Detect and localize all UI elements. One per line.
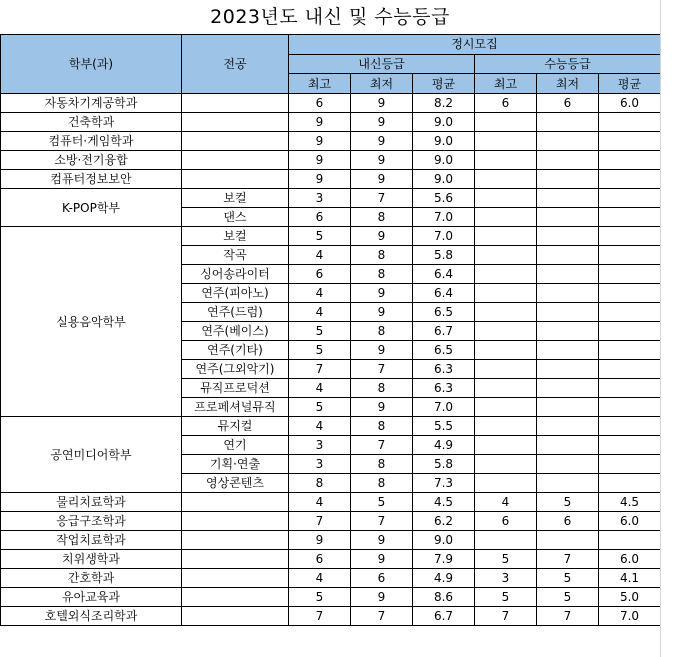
grade-cell-s-avg[interactable] (599, 360, 661, 379)
major-cell[interactable] (182, 588, 289, 607)
grade-cell-s-max[interactable] (475, 246, 537, 265)
grade-cell-n-avg[interactable]: 9.0 (413, 151, 475, 170)
dept-cell[interactable]: 소방·전기융합 (1, 151, 182, 170)
dept-cell[interactable]: 호텔외식조리학과 (1, 607, 182, 626)
major-cell[interactable] (182, 550, 289, 569)
grade-cell-n-min[interactable]: 8 (351, 417, 413, 436)
grade-cell-s-min[interactable] (537, 474, 599, 493)
header-naesin-max[interactable]: 최고 (289, 74, 351, 94)
grade-cell-s-avg[interactable] (599, 379, 661, 398)
grade-cell-s-avg[interactable] (599, 417, 661, 436)
grade-cell-n-min[interactable]: 9 (351, 227, 413, 246)
major-cell[interactable]: 연주(드럼) (182, 303, 289, 322)
table-row (1, 94, 661, 113)
grade-cell-s-avg[interactable] (599, 265, 661, 284)
header-dept[interactable]: 학부(과) (1, 35, 182, 94)
grade-cell-n-avg[interactable]: 5.6 (413, 189, 475, 208)
grade-cell-n-min[interactable]: 7 (351, 189, 413, 208)
grade-cell-n-avg[interactable]: 6.3 (413, 360, 475, 379)
grade-cell-s-max[interactable] (475, 398, 537, 417)
grade-cell-n-min[interactable]: 8 (351, 208, 413, 227)
grade-cell-n-min[interactable]: 9 (351, 132, 413, 151)
grade-cell-s-max[interactable]: 7 (475, 607, 537, 626)
major-cell[interactable]: 보컬 (182, 227, 289, 246)
grade-cell-n-avg[interactable]: 5.8 (413, 246, 475, 265)
grade-cell-n-avg[interactable]: 7.0 (413, 208, 475, 227)
grade-cell-n-avg[interactable]: 4.9 (413, 436, 475, 455)
major-cell[interactable]: 영상콘텐츠 (182, 474, 289, 493)
grade-cell-n-max[interactable]: 5 (289, 227, 351, 246)
grade-cell-s-min[interactable]: 7 (537, 607, 599, 626)
grade-cell-s-min[interactable] (537, 132, 599, 151)
dept-cell[interactable]: 실용음악학부 (1, 227, 182, 417)
grade-cell-n-min[interactable]: 9 (351, 550, 413, 569)
grade-cell-s-max[interactable] (475, 379, 537, 398)
header-suneung[interactable]: 수능등급 (475, 54, 661, 74)
major-cell[interactable]: 연주(베이스) (182, 322, 289, 341)
table-row (1, 113, 661, 132)
grade-cell-n-avg[interactable]: 9.0 (413, 132, 475, 151)
dept-cell[interactable]: 건축학과 (1, 113, 182, 132)
major-cell[interactable] (182, 94, 289, 113)
grade-cell-n-min[interactable]: 9 (351, 151, 413, 170)
grade-cell-n-avg[interactable]: 5.5 (413, 417, 475, 436)
table-row (1, 170, 661, 189)
table-row (1, 550, 661, 569)
grade-cell-s-max[interactable] (475, 436, 537, 455)
major-cell[interactable]: 기획·연출 (182, 455, 289, 474)
table-row (1, 512, 661, 531)
major-cell[interactable] (182, 512, 289, 531)
grade-cell-n-max[interactable]: 6 (289, 94, 351, 113)
grade-cell-s-min[interactable] (537, 341, 599, 360)
grade-cell-n-max[interactable]: 4 (289, 379, 351, 398)
grade-cell-s-min[interactable] (537, 208, 599, 227)
empty-column[interactable] (660, 34, 673, 657)
grade-cell-n-max[interactable]: 6 (289, 208, 351, 227)
grade-cell-s-min[interactable] (537, 417, 599, 436)
major-cell[interactable]: 싱어송라이터 (182, 265, 289, 284)
grade-cell-s-max[interactable] (475, 132, 537, 151)
grade-cell-n-min[interactable]: 9 (351, 588, 413, 607)
grade-cell-n-avg[interactable]: 7.3 (413, 474, 475, 493)
grade-cell-s-max[interactable] (475, 170, 537, 189)
grade-cell-s-max[interactable]: 4 (475, 493, 537, 512)
sheet-title[interactable]: 2023년도 내신 및 수능등급 (210, 6, 450, 28)
grade-cell-s-min[interactable] (537, 284, 599, 303)
grade-cell-s-avg[interactable] (599, 227, 661, 246)
grade-cell-s-max[interactable] (475, 322, 537, 341)
major-cell[interactable]: 댄스 (182, 208, 289, 227)
grade-cell-n-min[interactable]: 9 (351, 398, 413, 417)
grade-cell-n-avg[interactable]: 8.6 (413, 588, 475, 607)
major-cell[interactable]: 작곡 (182, 246, 289, 265)
grade-cell-n-max[interactable]: 4 (289, 569, 351, 588)
grade-cell-s-avg[interactable] (599, 189, 661, 208)
major-cell[interactable] (182, 151, 289, 170)
grade-cell-n-min[interactable]: 7 (351, 607, 413, 626)
grade-cell-s-max[interactable] (475, 417, 537, 436)
grade-cell-s-max[interactable] (475, 208, 537, 227)
grade-cell-s-avg[interactable] (599, 398, 661, 417)
grade-cell-s-max[interactable]: 3 (475, 569, 537, 588)
grade-cell-n-avg[interactable]: 4.9 (413, 569, 475, 588)
major-cell[interactable]: 연주(그외악기) (182, 360, 289, 379)
grade-cell-s-min[interactable] (537, 189, 599, 208)
dept-cell[interactable]: 컴퓨터정보보안 (1, 170, 182, 189)
grade-cell-s-min[interactable] (537, 436, 599, 455)
grade-cell-s-max[interactable] (475, 113, 537, 132)
grade-cell-n-max[interactable]: 4 (289, 417, 351, 436)
grade-cell-s-avg[interactable] (599, 322, 661, 341)
major-cell[interactable] (182, 531, 289, 550)
grade-cell-n-avg[interactable]: 6.3 (413, 379, 475, 398)
grade-cell-s-min[interactable] (537, 455, 599, 474)
major-cell[interactable] (182, 113, 289, 132)
grade-cell-s-avg[interactable] (599, 436, 661, 455)
grade-cell-s-min[interactable]: 6 (537, 94, 599, 113)
grade-cell-n-avg[interactable]: 6.7 (413, 322, 475, 341)
grade-cell-s-avg[interactable]: 6.0 (599, 550, 661, 569)
grade-cell-n-min[interactable]: 9 (351, 113, 413, 132)
dept-cell[interactable]: 작업치료학과 (1, 531, 182, 550)
grade-cell-n-max[interactable]: 6 (289, 265, 351, 284)
grade-cell-n-max[interactable]: 9 (289, 170, 351, 189)
grade-cell-s-max[interactable] (475, 341, 537, 360)
grade-cell-n-min[interactable]: 8 (351, 265, 413, 284)
grade-cell-n-max[interactable]: 9 (289, 151, 351, 170)
grade-cell-s-min[interactable] (537, 398, 599, 417)
grade-cell-n-max[interactable]: 5 (289, 588, 351, 607)
grade-cell-s-max[interactable] (475, 227, 537, 246)
header-naesin-avg[interactable]: 평균 (413, 74, 475, 94)
grade-cell-n-min[interactable]: 7 (351, 512, 413, 531)
grade-table (0, 34, 661, 626)
grade-cell-n-max[interactable]: 8 (289, 474, 351, 493)
grade-cell-s-max[interactable]: 6 (475, 512, 537, 531)
grade-cell-n-min[interactable]: 8 (351, 455, 413, 474)
grade-cell-s-max[interactable] (475, 360, 537, 379)
major-cell[interactable]: 프로페셔널뮤직 (182, 398, 289, 417)
grade-cell-s-min[interactable] (537, 170, 599, 189)
major-cell[interactable]: 연주(기타) (182, 341, 289, 360)
grade-cell-s-max[interactable]: 6 (475, 94, 537, 113)
grade-cell-n-min[interactable]: 9 (351, 341, 413, 360)
grade-cell-n-avg[interactable]: 6.2 (413, 512, 475, 531)
grade-cell-s-min[interactable] (537, 379, 599, 398)
dept-cell[interactable]: 간호학과 (1, 569, 182, 588)
grade-cell-s-avg[interactable] (599, 151, 661, 170)
grade-cell-n-avg[interactable]: 6.4 (413, 284, 475, 303)
major-cell[interactable]: 연주(피아노) (182, 284, 289, 303)
grade-cell-n-max[interactable]: 9 (289, 132, 351, 151)
dept-cell[interactable]: K-POP학부 (1, 189, 182, 227)
dept-cell[interactable]: 치위생학과 (1, 550, 182, 569)
grade-cell-n-max[interactable]: 3 (289, 455, 351, 474)
grade-cell-s-avg[interactable] (599, 170, 661, 189)
grade-cell-n-min[interactable]: 9 (351, 284, 413, 303)
grade-cell-n-max[interactable]: 7 (289, 512, 351, 531)
grade-cell-s-max[interactable] (475, 455, 537, 474)
dept-cell[interactable]: 컴퓨터·게임학과 (1, 132, 182, 151)
grade-cell-n-min[interactable]: 9 (351, 170, 413, 189)
grade-cell-s-avg[interactable] (599, 303, 661, 322)
dept-cell[interactable]: 자동차기계공학과 (1, 94, 182, 113)
grade-cell-s-max[interactable] (475, 265, 537, 284)
major-cell[interactable] (182, 607, 289, 626)
grade-cell-s-min[interactable]: 7 (537, 550, 599, 569)
grade-cell-n-min[interactable]: 8 (351, 474, 413, 493)
grade-cell-s-avg[interactable] (599, 246, 661, 265)
major-cell[interactable] (182, 132, 289, 151)
grade-cell-s-min[interactable]: 5 (537, 493, 599, 512)
grade-cell-n-avg[interactable]: 6.5 (413, 303, 475, 322)
grade-cell-n-avg[interactable]: 6.5 (413, 341, 475, 360)
grade-cell-s-avg[interactable]: 4.5 (599, 493, 661, 512)
grade-cell-s-max[interactable] (475, 531, 537, 550)
grade-cell-s-min[interactable] (537, 227, 599, 246)
grade-cell-s-max[interactable] (475, 189, 537, 208)
grade-cell-n-max[interactable]: 5 (289, 398, 351, 417)
grade-cell-n-min[interactable]: 8 (351, 246, 413, 265)
grade-cell-s-min[interactable]: 5 (537, 588, 599, 607)
grade-cell-s-max[interactable] (475, 151, 537, 170)
grade-cell-n-max[interactable]: 4 (289, 246, 351, 265)
grade-cell-n-avg[interactable]: 6.4 (413, 265, 475, 284)
table-row (1, 132, 661, 151)
grade-cell-n-avg[interactable]: 8.2 (413, 94, 475, 113)
dept-cell[interactable]: 물리치료학과 (1, 493, 182, 512)
major-cell[interactable]: 뮤지컬 (182, 417, 289, 436)
grade-cell-n-max[interactable]: 9 (289, 113, 351, 132)
grade-cell-n-avg[interactable]: 7.0 (413, 227, 475, 246)
header-suneung-avg[interactable]: 평균 (599, 74, 661, 94)
dept-cell[interactable]: 유아교육과 (1, 588, 182, 607)
grade-cell-n-min[interactable]: 8 (351, 322, 413, 341)
table-row (1, 531, 661, 550)
grade-cell-s-min[interactable] (537, 265, 599, 284)
grade-cell-n-min[interactable]: 6 (351, 569, 413, 588)
dept-cell[interactable]: 응급구조학과 (1, 512, 182, 531)
grade-cell-s-avg[interactable] (599, 208, 661, 227)
major-cell[interactable]: 뮤직프로덕션 (182, 379, 289, 398)
major-cell[interactable] (182, 569, 289, 588)
grade-cell-s-min[interactable] (537, 151, 599, 170)
grade-cell-s-avg[interactable]: 6.0 (599, 94, 661, 113)
grade-cell-n-max[interactable]: 3 (289, 436, 351, 455)
table-row (1, 417, 661, 436)
header-major[interactable]: 전공 (182, 35, 289, 94)
grade-cell-s-avg[interactable] (599, 341, 661, 360)
grade-cell-n-min[interactable]: 7 (351, 360, 413, 379)
header-regular-admission[interactable]: 정시모집 (289, 35, 661, 55)
grade-cell-n-min[interactable]: 7 (351, 436, 413, 455)
grade-cell-s-avg[interactable]: 4.1 (599, 569, 661, 588)
grade-cell-n-min[interactable]: 9 (351, 303, 413, 322)
header-suneung-max[interactable]: 최고 (475, 74, 537, 94)
grade-cell-n-min[interactable]: 9 (351, 94, 413, 113)
major-cell[interactable]: 보컬 (182, 189, 289, 208)
table-row (1, 569, 661, 588)
grade-cell-s-max[interactable]: 5 (475, 550, 537, 569)
grade-cell-s-avg[interactable] (599, 113, 661, 132)
grade-cell-s-avg[interactable] (599, 132, 661, 151)
grade-cell-s-min[interactable] (537, 246, 599, 265)
grade-cell-s-max[interactable] (475, 474, 537, 493)
grade-cell-s-avg[interactable]: 5.0 (599, 588, 661, 607)
table-row (1, 151, 661, 170)
grade-cell-n-max[interactable]: 7 (289, 607, 351, 626)
grade-cell-n-max[interactable]: 5 (289, 341, 351, 360)
table-row (1, 607, 661, 626)
major-cell[interactable] (182, 170, 289, 189)
major-cell[interactable]: 연기 (182, 436, 289, 455)
table-row (1, 588, 661, 607)
grade-cell-n-min[interactable]: 5 (351, 493, 413, 512)
grade-cell-n-avg[interactable]: 7.9 (413, 550, 475, 569)
table-row (1, 227, 661, 246)
grade-cell-n-avg[interactable]: 9.0 (413, 170, 475, 189)
table-row (1, 493, 661, 512)
grade-cell-n-min[interactable]: 9 (351, 531, 413, 550)
grade-cell-s-avg[interactable]: 7.0 (599, 607, 661, 626)
grade-cell-n-max[interactable]: 3 (289, 189, 351, 208)
major-cell[interactable] (182, 493, 289, 512)
grade-cell-n-max[interactable]: 6 (289, 550, 351, 569)
grade-cell-s-min[interactable]: 5 (537, 569, 599, 588)
grade-cell-s-avg[interactable]: 6.0 (599, 512, 661, 531)
grade-cell-n-avg[interactable]: 5.8 (413, 455, 475, 474)
grade-cell-n-max[interactable]: 4 (289, 493, 351, 512)
grade-cell-s-min[interactable] (537, 360, 599, 379)
grade-cell-n-max[interactable]: 4 (289, 284, 351, 303)
empty-column-cell[interactable] (660, 0, 673, 34)
grade-cell-s-min[interactable] (537, 531, 599, 550)
grade-cell-s-min[interactable] (537, 322, 599, 341)
dept-cell[interactable]: 공연미디어학부 (1, 417, 182, 493)
grade-cell-n-max[interactable]: 5 (289, 322, 351, 341)
grade-cell-n-avg[interactable]: 9.0 (413, 531, 475, 550)
grade-cell-s-max[interactable]: 5 (475, 588, 537, 607)
grade-cell-n-max[interactable]: 4 (289, 303, 351, 322)
grade-cell-s-min[interactable] (537, 113, 599, 132)
grade-cell-s-avg[interactable] (599, 455, 661, 474)
grade-cell-s-min[interactable]: 6 (537, 512, 599, 531)
header-naesin[interactable]: 내신등급 (289, 54, 475, 74)
header-suneung-min[interactable]: 최저 (537, 74, 599, 94)
grade-cell-s-max[interactable] (475, 284, 537, 303)
grade-cell-n-max[interactable]: 7 (289, 360, 351, 379)
grade-cell-s-avg[interactable] (599, 284, 661, 303)
grade-cell-n-max[interactable]: 9 (289, 531, 351, 550)
grade-cell-n-avg[interactable]: 7.0 (413, 398, 475, 417)
grade-cell-s-min[interactable] (537, 303, 599, 322)
table-row (1, 189, 661, 208)
header-naesin-min[interactable]: 최저 (351, 74, 413, 94)
grade-cell-n-min[interactable]: 8 (351, 379, 413, 398)
grade-cell-s-avg[interactable] (599, 474, 661, 493)
grade-cell-n-avg[interactable]: 6.7 (413, 607, 475, 626)
grade-cell-s-max[interactable] (475, 303, 537, 322)
grade-cell-n-avg[interactable]: 9.0 (413, 113, 475, 132)
grade-cell-n-avg[interactable]: 4.5 (413, 493, 475, 512)
grade-cell-s-avg[interactable] (599, 531, 661, 550)
